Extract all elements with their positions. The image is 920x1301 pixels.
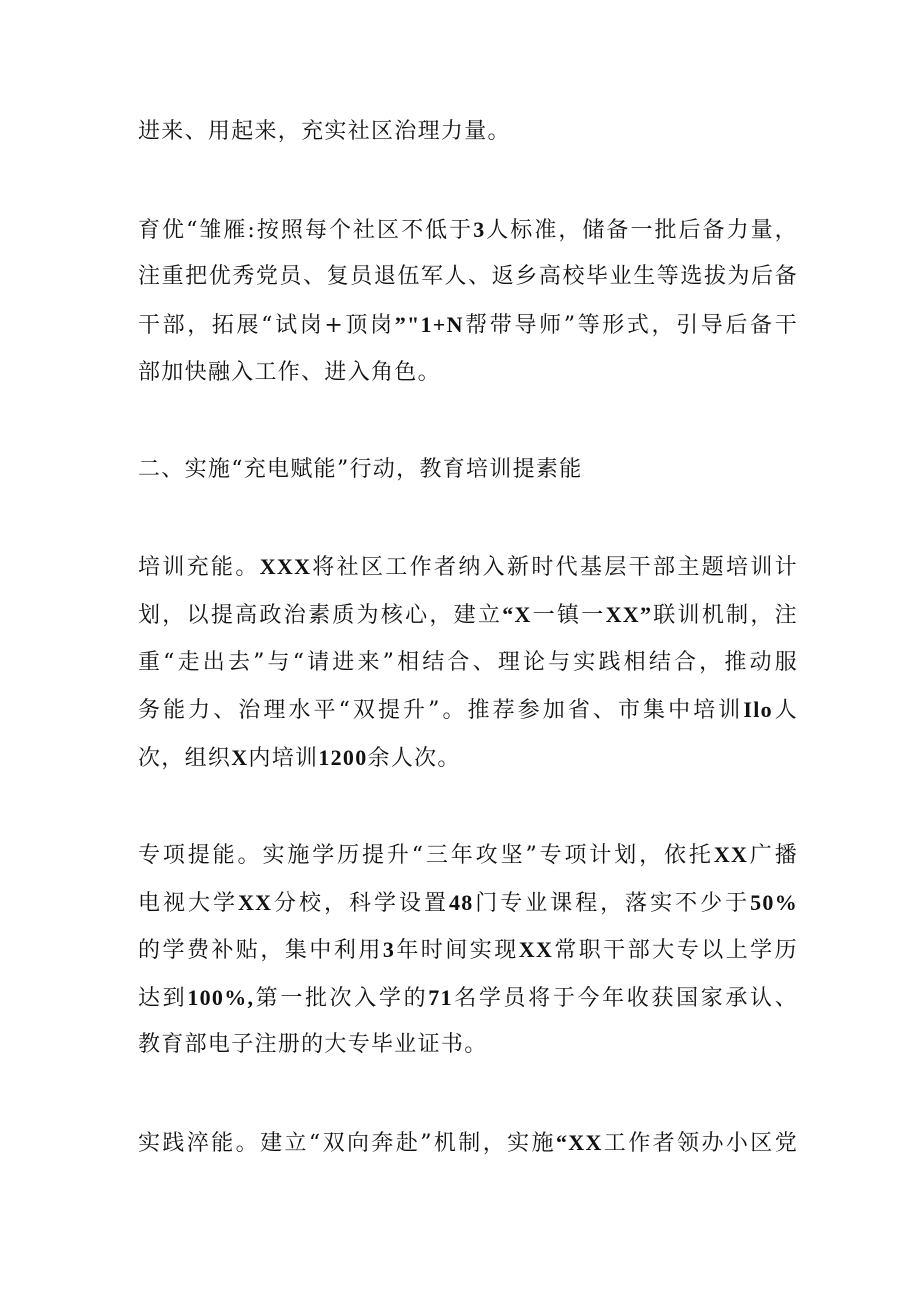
paragraph-2-line-4: 部加快融入工作、进入角色。 (138, 360, 441, 385)
paragraph-5-line-1: 实践淬能。建立“双向奔赴”机制，实施“XX工作者领办小区党 (138, 1130, 798, 1156)
paragraph-3-line-4: 务能力、治理水平“双提升”。推荐参加省、市集中培训Ilo人 (138, 697, 798, 723)
paragraph-2-line-1: 育优“雏雁:按照每个社区不低于3人标准，储备一批后备力量， (138, 217, 798, 243)
paragraph-2-line-2: 注重把优秀党员、复员退伍军人、返乡高校毕业生等选拔为后备 (138, 264, 798, 289)
paragraph-3-line-2: 划，以提高政治素质为核心，建立“X一镇一XX”联训机制，注 (138, 602, 798, 628)
paragraph-4-line-1: 专项提能。实施学历提升“三年攻坚”专项计划，依托XX广播 (138, 842, 798, 868)
paragraph-4-line-2: 电视大学XX分校，科学设置48门专业课程，落实不少于50% (138, 890, 798, 916)
paragraph-3-line-5: 次，组织X内培训1200余人次。 (138, 745, 461, 771)
paragraph-4-line-5: 教育部电子注册的大专毕业证书。 (138, 1032, 488, 1057)
paragraph-3-line-3: 重“走出去”与“请进来”相结合、理论与实践相结合，推动服 (138, 650, 798, 675)
paragraph-3-line-1: 培训充能。XXX将社区工作者纳入新时代基层干部主题培训计 (138, 554, 798, 580)
section-heading-2: 二、实施“充电赋能”行动，教育培训提素能 (138, 457, 583, 482)
paragraph-2-line-3: 干部，拓展“试岗+顶岗”"1+N帮带导师”等形式，引导后备干 (138, 312, 798, 338)
paragraph-4-line-3: 的学费补贴，集中利用3年时间实现XX常职干部大专以上学历 (138, 937, 798, 963)
paragraph-1-line-1: 进来、用起来，充实社区治理力量。 (138, 119, 511, 144)
paragraph-4-line-4: 达到100%,第一批次入学的71名学员将于今年收获国家承认、 (138, 985, 799, 1011)
